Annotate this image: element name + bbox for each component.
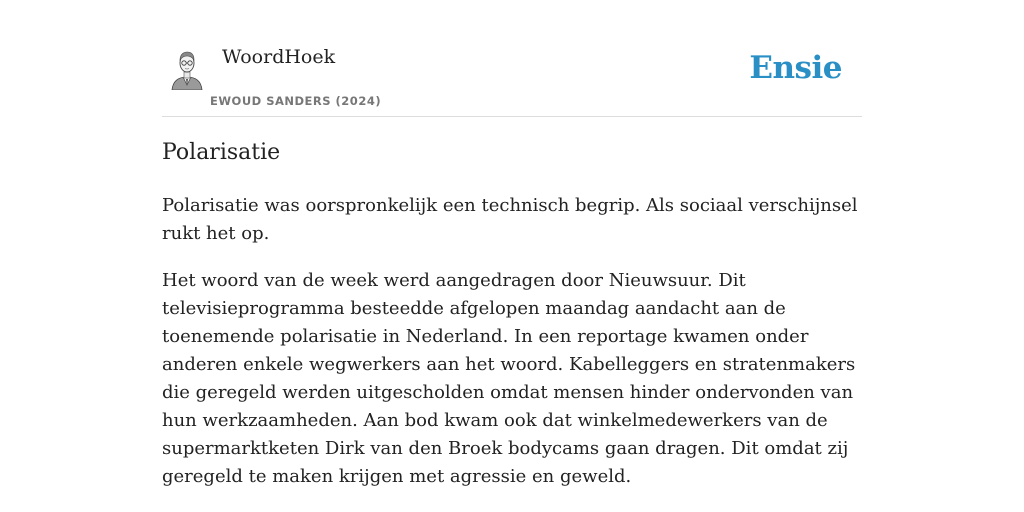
author-byline: EWOUD SANDERS (2024) (210, 94, 382, 108)
brand-logo[interactable]: Ensie (749, 50, 842, 86)
site-name[interactable]: WoordHoek (222, 46, 336, 68)
author-portrait-icon[interactable] (170, 50, 204, 90)
article-paragraph: Het woord van de week werd aangedragen door Nieuwsuur. Dit televisieprogramma besteedde afgelopen maandag aandacht aan de toenemende polarisatie in Nederland. In een reportage kwamen onder anderen enkele wegwerkers aan het woord. Kabelleggers en stratenmakers die geregeld werden uitgescholden omdat mensen hinder ondervonden van hun werkzaamheden. Aan bod kwam ook dat winkelmedewerkers van de supermarktketen Dirk van den Broek bodycams gaan dragen. Dit omdat zij geregeld te maken krijgen met agressie en geweld. (162, 270, 856, 487)
article-paragraph: Polarisatie was oorspronkelijk een technisch begrip. Als sociaal verschijnsel rukt het op. (162, 195, 858, 244)
site-header (162, 0, 862, 117)
page-title: Polarisatie (162, 140, 281, 165)
article-body (162, 192, 864, 510)
